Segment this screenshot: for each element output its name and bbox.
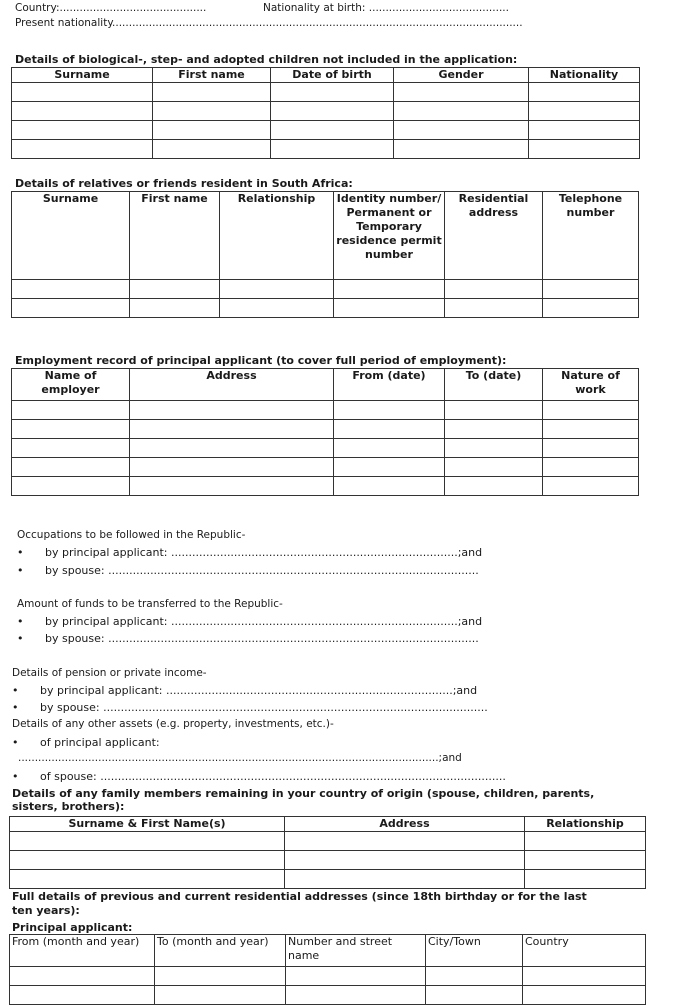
col-from-month-year: From (month and year) xyxy=(10,935,155,967)
funds-principal-line xyxy=(17,615,482,628)
table-row[interactable] xyxy=(12,299,639,318)
addresses-heading-line2: ten years): xyxy=(12,904,80,917)
principal-applicant-subheading: Principal applicant: xyxy=(12,921,133,934)
children-table xyxy=(11,67,640,159)
col-residential-address: Residential address xyxy=(445,192,543,280)
assets-principal-line xyxy=(12,736,160,749)
country-label: Country:............................................ xyxy=(15,2,207,14)
pension-intro: Details of pension or private income- xyxy=(12,667,207,679)
addresses-heading-line1: Full details of previous and current residential addresses (since 18th birthday or for the last xyxy=(12,890,587,903)
funds-spouse-line xyxy=(17,632,479,645)
col-relationship: Relationship xyxy=(525,817,646,832)
col-address: Address xyxy=(285,817,525,832)
table-row[interactable] xyxy=(12,83,640,102)
bullet-icon: • xyxy=(12,770,19,783)
table-row[interactable] xyxy=(12,102,640,121)
col-surname: Surname xyxy=(12,192,130,280)
assets-dotted-line: ..............................................................................................................................;and xyxy=(18,752,462,764)
family-table xyxy=(9,816,646,889)
col-first-name: First name xyxy=(153,68,271,83)
table-row[interactable] xyxy=(12,439,639,458)
bullet-icon: • xyxy=(17,632,24,645)
col-from-date: From (date) xyxy=(334,369,445,401)
col-first-name: First name xyxy=(130,192,220,280)
table-row[interactable] xyxy=(10,967,646,986)
funds-principal-text: by principal applicant: ..................................................................................;and xyxy=(45,615,483,628)
funds-spouse-text: by spouse: .......................................................................................................... xyxy=(45,632,479,645)
assets-principal-text: of principal applicant: xyxy=(40,736,160,749)
addresses-table xyxy=(9,934,646,1005)
occupations-spouse-line xyxy=(17,564,479,577)
table-row[interactable] xyxy=(10,986,646,1005)
occupations-principal-line xyxy=(17,546,482,559)
col-gender: Gender xyxy=(394,68,529,83)
col-date-of-birth: Date of birth xyxy=(271,68,394,83)
col-city-town: City/Town xyxy=(426,935,523,967)
family-heading-line2: sisters, brothers): xyxy=(12,800,125,813)
funds-intro: Amount of funds to be transferred to the Republic- xyxy=(17,598,283,610)
col-name-of-employer: Name of employer xyxy=(12,369,130,401)
col-telephone-number: Telephone number xyxy=(543,192,639,280)
col-to-month-year: To (month and year) xyxy=(155,935,286,967)
table-row[interactable] xyxy=(10,832,646,851)
table-row[interactable] xyxy=(10,870,646,889)
col-to-date: To (date) xyxy=(445,369,543,401)
bullet-icon: • xyxy=(17,546,24,559)
occupations-intro: Occupations to be followed in the Republic- xyxy=(17,529,246,541)
employment-heading: Employment record of principal applicant (to cover full period of employment): xyxy=(15,354,507,367)
bullet-icon: • xyxy=(17,615,24,628)
col-surname-first-names: Surname & First Name(s) xyxy=(10,817,285,832)
col-surname: Surname xyxy=(12,68,153,83)
occupations-spouse-text: by spouse: .......................................................................................................... xyxy=(45,564,479,577)
assets-spouse-line xyxy=(12,770,506,783)
table-row[interactable] xyxy=(12,458,639,477)
assets-intro: Details of any other assets (e.g. property, investments, etc.)- xyxy=(12,718,334,730)
bullet-icon: • xyxy=(12,736,19,749)
employment-table xyxy=(11,368,639,496)
col-address: Address xyxy=(130,369,334,401)
nationality-at-birth-label: Nationality at birth: .......................................... xyxy=(263,2,509,14)
table-row[interactable] xyxy=(12,477,639,496)
children-heading: Details of biological-, step- and adopted children not included in the application: xyxy=(15,53,518,66)
relatives-heading: Details of relatives or friends resident in South Africa: xyxy=(15,177,353,190)
table-row[interactable] xyxy=(12,140,640,159)
col-nature-of-work: Nature of work xyxy=(543,369,639,401)
bullet-icon: • xyxy=(12,701,19,714)
pension-principal-line xyxy=(12,684,477,697)
family-heading-line1: Details of any family members remaining in your country of origin (spouse, children, parents, xyxy=(12,787,595,800)
table-row[interactable] xyxy=(12,420,639,439)
col-country: Country xyxy=(523,935,646,967)
bullet-icon: • xyxy=(17,564,24,577)
col-relationship: Relationship xyxy=(220,192,334,280)
pension-spouse-line xyxy=(12,701,488,714)
table-row[interactable] xyxy=(10,851,646,870)
pension-principal-text: by principal applicant: ..................................................................................;and xyxy=(40,684,478,697)
col-number-street-name: Number and street name xyxy=(286,935,426,967)
col-identity-number: Identity number/ Permanent or Temporary residence permit number xyxy=(334,192,445,280)
col-nationality: Nationality xyxy=(529,68,640,83)
table-row[interactable] xyxy=(12,280,639,299)
present-nationality-label: Present nationality........................................................................................................................... xyxy=(15,17,523,29)
occupations-principal-text: by principal applicant: ..................................................................................;and xyxy=(45,546,483,559)
table-row[interactable] xyxy=(12,401,639,420)
bullet-icon: • xyxy=(12,684,19,697)
assets-spouse-text: of spouse: .................................................................................................................... xyxy=(40,770,506,783)
pension-spouse-text: by spouse: .............................................................................................................. xyxy=(40,701,488,714)
table-row[interactable] xyxy=(12,121,640,140)
relatives-table xyxy=(11,191,639,318)
